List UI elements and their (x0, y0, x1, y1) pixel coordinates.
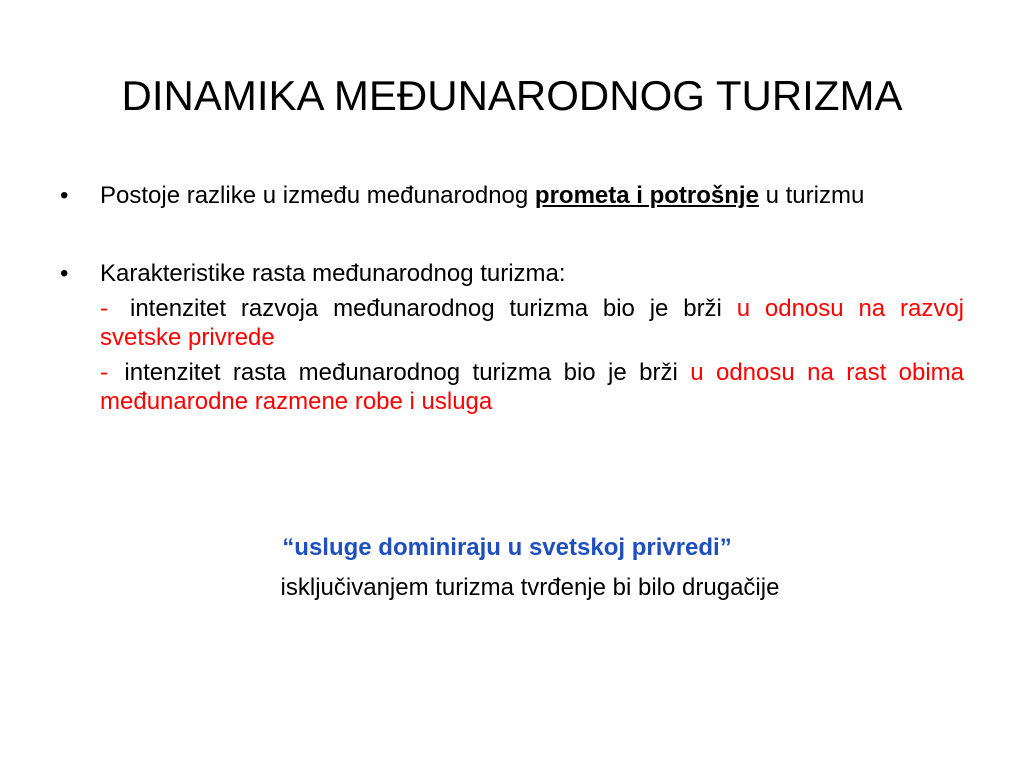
quote-text: “usluge dominiraju u svetskoj privredi” (282, 534, 732, 561)
sub-item-text: intenzitet razvoja međunarodnog turizma bio je brži (130, 295, 737, 322)
note-text: isključivanjem turizma tvrđenje bi bilo drugačije (280, 574, 780, 601)
highlighted-text: u odnosu na rast obima međunarodne razmene robe i usluga (100, 359, 965, 415)
sub-item-development (60, 294, 964, 352)
bullet-marker: • (60, 260, 69, 287)
slide-title: DINAMIKA MEĐUNARODNOG TURIZMA (121, 72, 903, 119)
highlighted-text: u odnosu na razvoj svetske privrede (100, 295, 964, 351)
emphasized-text: prometa i potrošnje (534, 182, 759, 209)
bullet-item-differences (60, 181, 964, 210)
slide-body (60, 181, 964, 422)
bullet-item-growth-characteristics (60, 259, 964, 288)
sub-item-growth (60, 358, 964, 416)
bullet-marker: • (60, 182, 69, 209)
bullet-text-continued: u turizmu (758, 182, 865, 209)
bullet-text: Karakteristike rasta međunarodnog turizma: (100, 260, 566, 287)
bullet-text: Postoje razlike u između međunarodnog (100, 182, 535, 209)
sub-item-text: intenzitet rasta međunarodnog turizma bio je brži (124, 359, 691, 386)
dash-marker: - (100, 359, 108, 386)
dash-marker: - (100, 295, 108, 322)
